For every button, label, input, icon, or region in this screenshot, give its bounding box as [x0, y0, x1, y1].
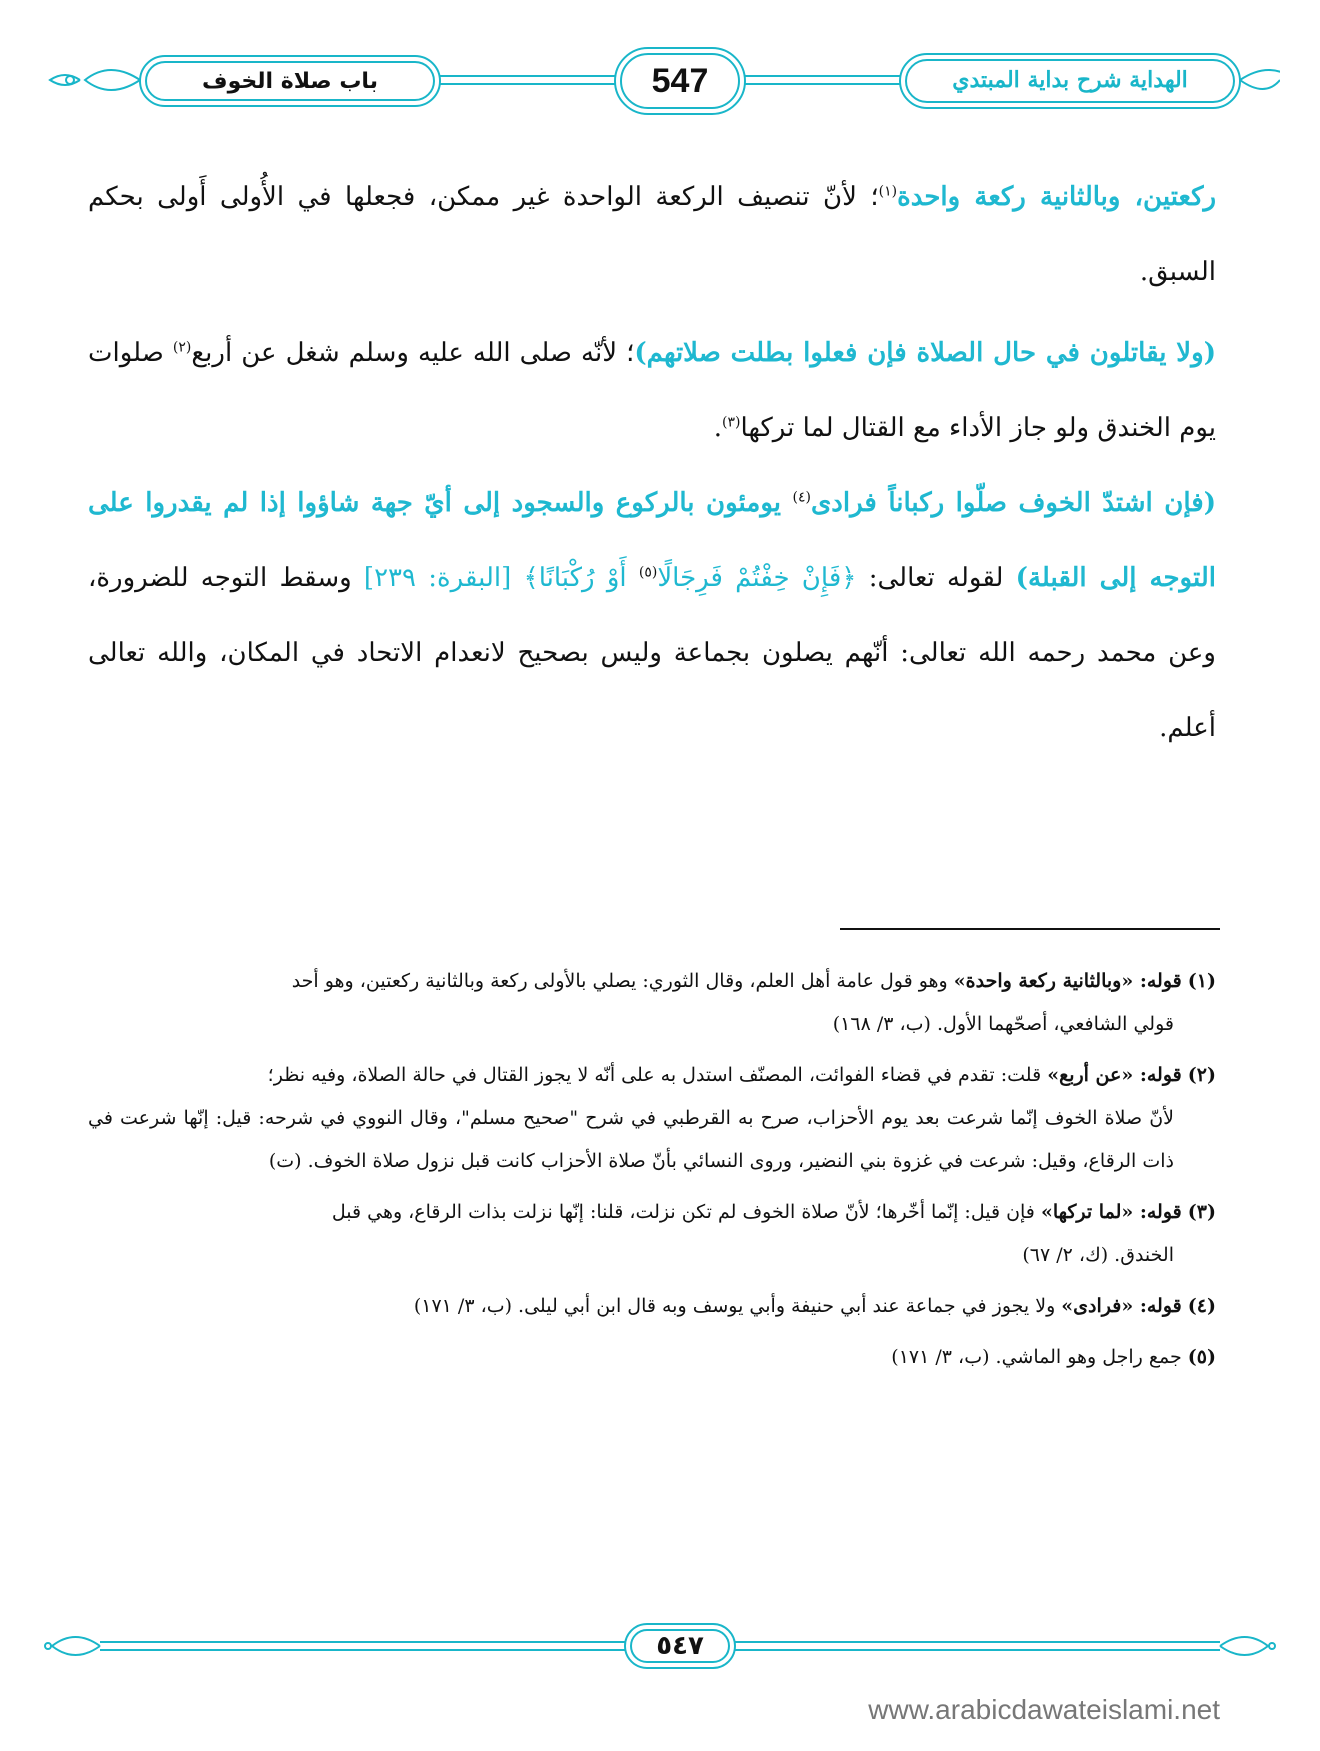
- footnote-number: (١): [1187, 970, 1216, 992]
- footnote-divider: [840, 928, 1220, 930]
- footnote-lead: قوله: «فرادى»: [1061, 1295, 1182, 1317]
- footnote-number: (٢): [1187, 1064, 1216, 1086]
- footnote-4: [88, 1285, 1216, 1328]
- main-text: [88, 160, 1216, 766]
- footnote-2: [88, 1054, 1216, 1183]
- footnote-lead: قوله: «لما تركها»: [1040, 1201, 1182, 1223]
- sharh-text: ؛ لأنّه صلى الله عليه وسلم شغل عن أربع: [191, 338, 635, 368]
- footer-page-number: ٥٤٧: [656, 1631, 704, 1661]
- footnote-ref: (٣): [722, 414, 741, 431]
- footnote-text: فإن قيل: إنّما أخّرها؛ لأنّ صلاة الخوف لم تكن نزلت، قلنا: إنّها نزلت بذات الرقاع، وهي قبل: [331, 1201, 1041, 1223]
- matn-text: (فإن اشتدّ الخوف صلّوا ركباناً فرادى: [810, 488, 1216, 518]
- page-number: 547: [651, 61, 709, 100]
- footnote-text: وهو قول عامة أهل العلم، وقال الثوري: يصلي بالأولى ركعة وبالثانية ركعتين، وهو أحد: [291, 970, 954, 992]
- footnote-ref: (٤): [792, 489, 811, 506]
- book-title: الهداية شرح بداية المبتدي: [952, 67, 1188, 93]
- footnote-3: [88, 1191, 1216, 1277]
- sharh-text: لقوله تعالى:: [856, 563, 1016, 593]
- footnote-lead: قوله: «وبالثانية ركعة واحدة»: [953, 970, 1182, 992]
- footnote-text: ولا يجوز في جماعة عند أبي حنيفة وأبي يوسف وبه قال ابن أبي ليلى. (ب، ٣/ ١٧١): [413, 1295, 1062, 1317]
- footnote-5: [88, 1336, 1216, 1379]
- paragraph-3: [88, 466, 1216, 766]
- footnote-1: [88, 960, 1216, 1046]
- footnote-continuation: لأنّ صلاة الخوف إنّما شرعت بعد يوم الأحزاب، صرح به القرطبي في شرح "صحيح مسلم"، وقال النووي في شرحه: قيل: إنّها شرعت في ذات الرقاع، وقيل: شرعت في غزوة بني النضير، وروى النسائي بأنّ صلاة الأحزاب كانت قبل نزول صلاة الخوف. (ت): [88, 1107, 1174, 1172]
- quran-verse: ﴿فَإِنْ خِفْتُمْ فَرِجَالًا: [657, 563, 857, 593]
- footnote-continuation: الخندق. (ك، ٢/ ٦٧): [1022, 1244, 1174, 1266]
- matn-text: (ولا يقاتلون في حال الصلاة فإن فعلوا بطلت صلاتهم): [634, 338, 1216, 368]
- footnote-ref: (٥): [638, 564, 658, 581]
- footnote-lead: قوله: «عن أربع»: [1047, 1064, 1182, 1086]
- matn-text: ركعتين، وبالثانية ركعة واحدة: [897, 182, 1217, 212]
- website-link[interactable]: www.arabicdawateislami.net: [868, 1694, 1220, 1725]
- page-footer: [40, 1616, 1280, 1676]
- footnotes: [88, 960, 1216, 1387]
- paragraph-1: [88, 160, 1216, 310]
- page-header: [40, 40, 1280, 120]
- paragraph-2: [88, 316, 1216, 466]
- footnote-number: (٤): [1187, 1295, 1216, 1317]
- footnote-number: (٥): [1187, 1346, 1216, 1368]
- sharh-text: ؛ لأنّ تنصيف الركعة الواحدة غير ممكن، فجعلها في الأُولى أَولى بحكم السبق.: [88, 182, 1216, 287]
- sharh-text: وسقط التوجه للضرورة، وعن محمد رحمه الله تعالى: أنّهم يصلون بجماعة وليس بصحيح لانعدام الاتحاد في المكان، والله تعالى أعلم.: [88, 563, 1216, 743]
- quran-verse: أَوْ رُكْبَانًا﴾ [البقرة: ٢٣٩]: [363, 563, 639, 593]
- footnote-text: جمع راجل وهو الماشي. (ب، ٣/ ١٧١): [891, 1346, 1182, 1368]
- chapter-title: باب صلاة الخوف: [202, 68, 378, 94]
- footnote-ref: (١): [878, 183, 898, 200]
- sharh-text: صلوات يوم الخندق ولو جاز الأداء مع القتال لما تركها: [88, 338, 1216, 443]
- footnote-number: (٣): [1187, 1201, 1216, 1223]
- matn-text: يومئون بالركوع والسجود إلى أيّ جهة شاؤوا إذا لم يقدروا على التوجه إلى القبلة): [88, 488, 1216, 593]
- footnote-ref: (٢): [172, 339, 192, 356]
- footnote-text: قلت: تقدم في قضاء الفوائت، المصنّف استدل به على أنّه لا يجوز القتال في حالة الصلاة، وفيه نظر؛: [267, 1064, 1048, 1086]
- footnote-continuation: قولي الشافعي، أصحّهما الأول. (ب، ٣/ ١٦٨): [832, 1013, 1174, 1035]
- sharh-text: .: [713, 413, 723, 443]
